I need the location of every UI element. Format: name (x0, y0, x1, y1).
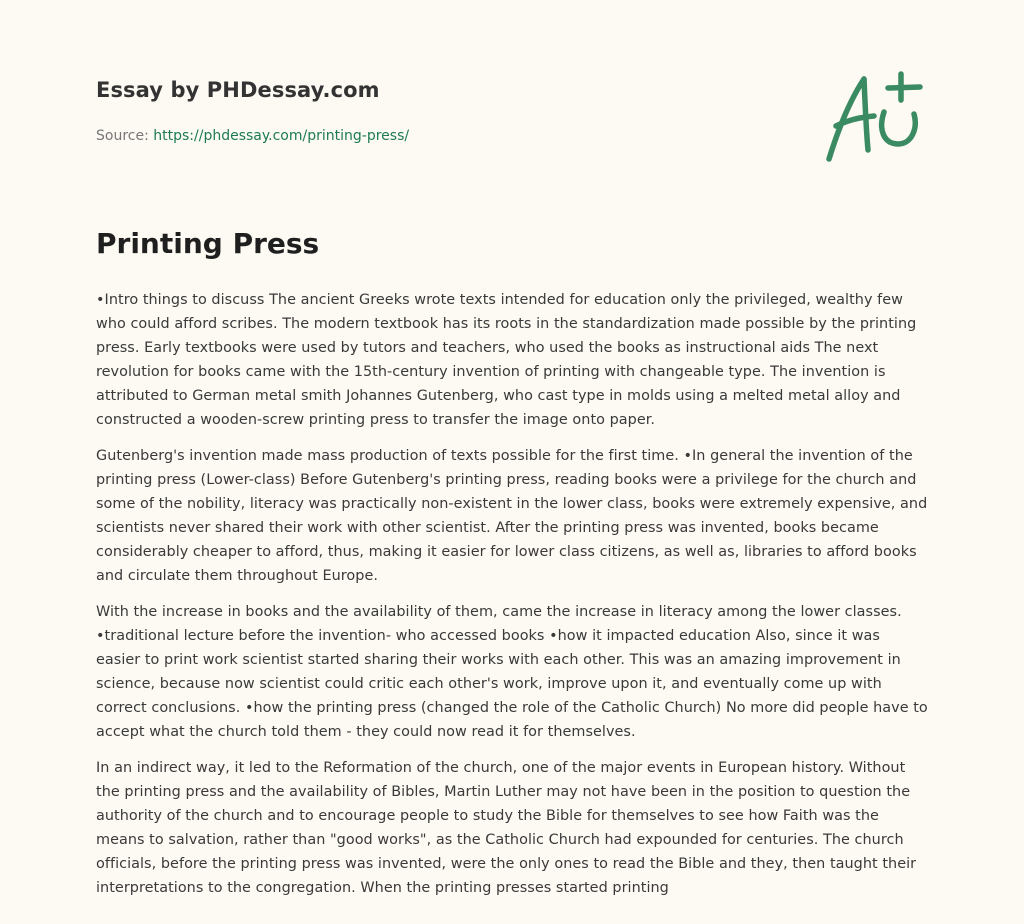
site-title: Essay by PHDessay.com (96, 78, 380, 102)
essay-paragraph: •Intro things to discuss The ancient Greeks wrote texts intended for education only the privileged, wealthy few who could afford scribes. The modern textbook has its roots in the standardization made possible by the printing press. Early textbooks were used by tutors and teachers, who used the books as instructional aids The next revolution for books came with the 15th-century invention of printing with changeable type. The invention is attributed to German metal smith Johannes Gutenberg, who cast type in molds using a melted metal alloy and constructed a wooden-screw printing press to transfer the image onto paper. (96, 292, 917, 428)
essay-paragraph: Gutenberg's invention made mass production of texts possible for the first time. •In general the invention of the printing press (Lower-class) Before Gutenberg's printing press, reading books were a privilege for the church and some of the nobility, literacy was practically non-existent in the lower class, books were extremely expensive, and scientists never shared their work with other scientist. After the printing press was invented, books became considerably cheaper to afford, thus, making it easier for lower class citizens, as well as, libraries to afford books and circulate them throughout Europe. (96, 448, 928, 584)
source-line (96, 126, 796, 146)
source-link[interactable]: https://phdessay.com/printing-press/ (153, 128, 410, 144)
essay-title: Printing Press (96, 227, 320, 260)
essay-paragraph: In an indirect way, it led to the Reformation of the church, one of the major events in European history. Without the printing press and the availability of Bibles, Martin Luther may not have been in the position to question the authority of the church and to encourage people to study the Bible for themselves to see how Faith was the means to salvation, rather than "good works", as the Catholic Church had expounded for centuries. The church officials, before the printing press was invented, were the only ones to read the Bible and they, then taught their interpretations to the congregation. When the printing presses started printing (96, 760, 917, 896)
a-plus-icon (822, 68, 926, 164)
essay-body (96, 222, 928, 912)
essay-paragraph: With the increase in books and the availability of them, came the increase in literacy among the lower classes. •traditional lecture before the invention- who accessed books •how it impacted education Also, since it was easier to print work scientist started sharing their works with each other. This was an amazing improvement in science, because now scientist could critic each other's work, improve upon it, and eventually come up with correct conclusions. •how the printing press (changed the role of the Catholic Church) No more did people have to accept what the church told them - they could now read it for themselves. (96, 604, 928, 740)
source-label: Source: (96, 128, 154, 144)
page-header (96, 74, 796, 146)
